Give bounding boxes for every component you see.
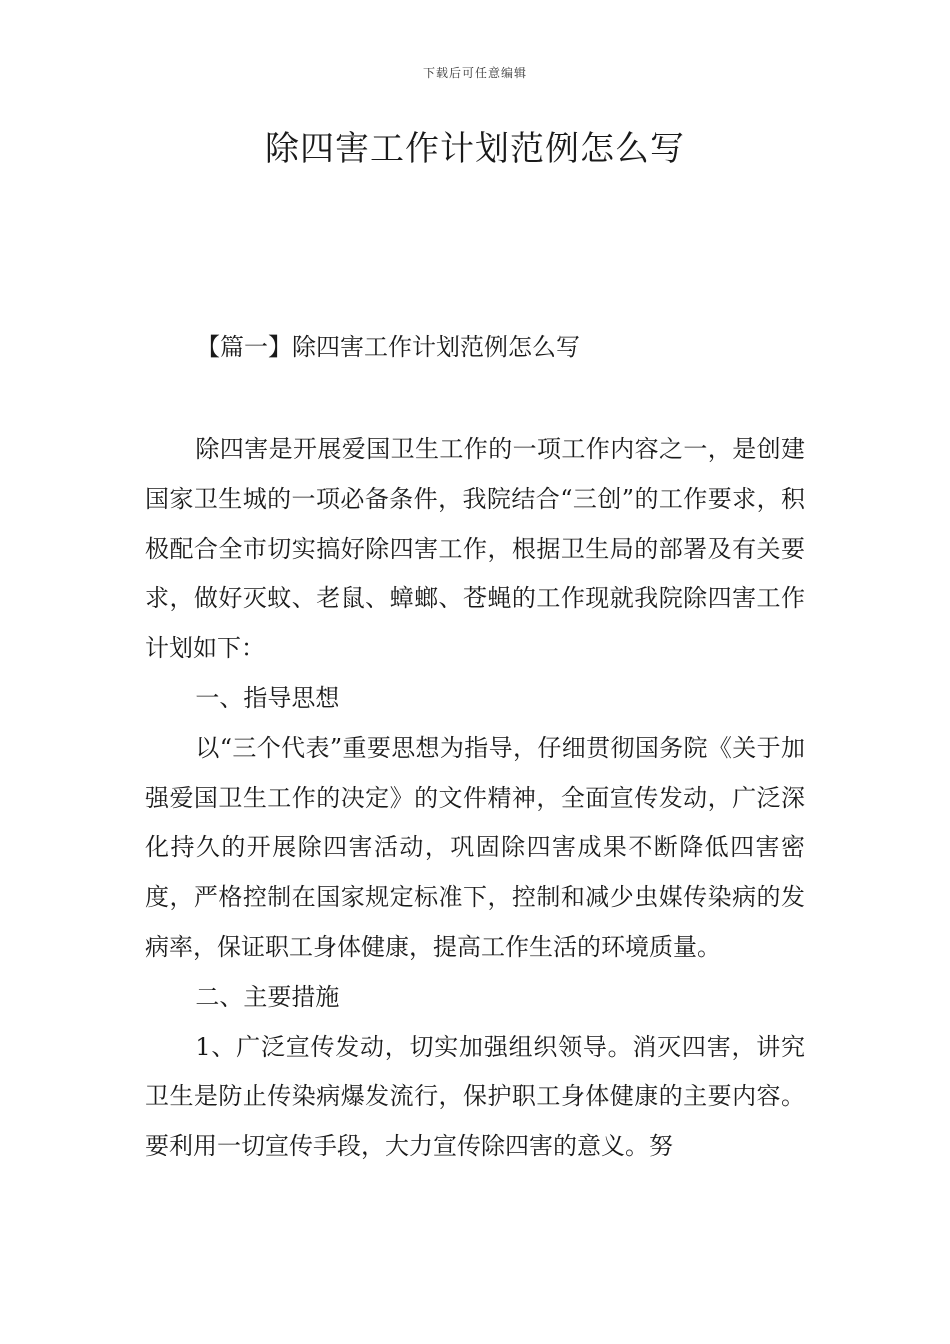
document-body (145, 425, 805, 1172)
paragraph-measure-1: 1、广泛宣传发动，切实加强组织领导。消灭四害，讲究卫生是防止传染病爆发流行，保护职工身体健康的主要内容。要利用一切宣传手段，大力宣传除四害的意义。努 (145, 1032, 805, 1161)
paragraph-guiding-ideology: 以“三个代表”重要思想为指导，仔细贯彻国务院《关于加强爱国卫生工作的决定》的文件精神，全面宣传发动，广泛深化持久的开展除四害活动，巩固除四害成果不断降低四害密度，严格控制在国家规定标准下，控制和减少虫媒传染病的发病率，保证职工身体健康，提高工作生活的环境质量。 (145, 733, 805, 961)
header-note: 下载后可任意编辑 (422, 66, 527, 80)
document-title: 除四害工作计划范例怎么写 (265, 129, 685, 169)
subheading-guiding-ideology: 一、指导思想 (195, 683, 340, 712)
section-heading: 【篇一】除四害工作计划范例怎么写 (196, 333, 580, 361)
paragraph-intro: 除四害是开展爱国卫生工作的一项工作内容之一，是创建国家卫生城的一项必备条件，我院结合“三创”的工作要求，积极配合全市切实搞好除四害工作，根据卫生局的部署及有关要求，做好灭蚊、老鼠、蟑螂、苍蝇的工作现就我院除四害工作计划如下： (145, 435, 805, 663)
subheading-main-measures: 二、主要措施 (195, 982, 340, 1011)
